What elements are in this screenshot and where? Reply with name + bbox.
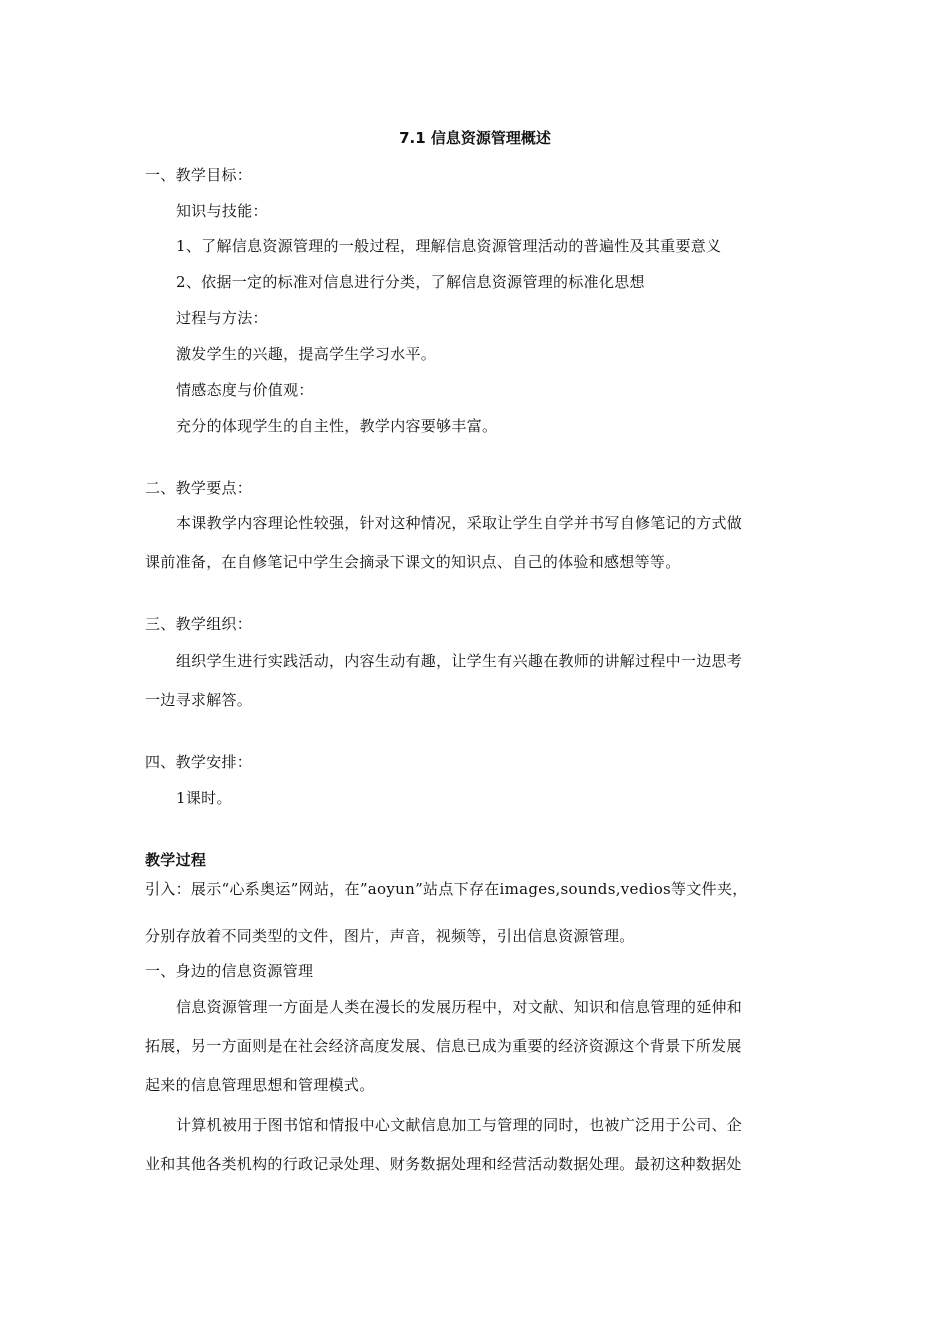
organization-line-1: 组织学生进行实践活动，内容生动有趣，让学生有兴趣在教师的讲解过程中一边思考 bbox=[176, 652, 743, 670]
section-1-heading: 一、身边的信息资源管理 bbox=[145, 962, 314, 980]
para-1-line-3: 起来的信息管理思想和管理模式。 bbox=[145, 1076, 375, 1094]
emotion-text: 充分的体现学生的自主性，教学内容要够丰富。 bbox=[176, 417, 498, 435]
keypoints-line-1: 本课教学内容理论性较强，针对这种情况，采取让学生自学并书写自修笔记的方式做 bbox=[176, 514, 743, 532]
knowledge-item-2: 2、依据一定的标准对信息进行分类，了解信息资源管理的标准化思想 bbox=[176, 273, 645, 291]
goals-heading: 一、教学目标： bbox=[145, 166, 253, 184]
organization-heading: 三、教学组织： bbox=[145, 615, 253, 633]
intro-line-2: 分别存放着不同类型的文件，图片，声音，视频等，引出信息资源管理。 bbox=[145, 927, 635, 945]
keypoints-line-2: 课前准备，在自修笔记中学生会摘录下课文的知识点、自己的体验和感想等等。 bbox=[145, 553, 681, 571]
process-title: 教学过程 bbox=[145, 851, 207, 869]
process-text: 激发学生的兴趣，提高学生学习水平。 bbox=[176, 345, 437, 363]
para-2-line-2: 业和其他各类机构的行政记录处理、财务数据处理和经营活动数据处理。最初这种数据处 bbox=[145, 1155, 742, 1173]
schedule-text: 1课时。 bbox=[176, 789, 232, 807]
emotion-heading: 情感态度与价值观： bbox=[176, 381, 314, 399]
para-1-line-2: 拓展，另一方面则是在社会经济高度发展、信息已成为重要的经济资源这个背景下所发展 bbox=[145, 1037, 742, 1055]
process-heading: 过程与方法： bbox=[176, 309, 268, 327]
keypoints-heading: 二、教学要点： bbox=[145, 479, 253, 497]
organization-line-2: 一边寻求解答。 bbox=[145, 691, 253, 709]
intro-line-1: 引入：展示“心系奥运”网站，在”aoyun”站点下存在images,sounds,vedios等文件夹， bbox=[145, 880, 748, 898]
knowledge-item-1: 1、了解信息资源管理的一般过程，理解信息资源管理活动的普遍性及其重要意义 bbox=[176, 237, 722, 255]
para-1-line-1: 信息资源管理一方面是人类在漫长的发展历程中，对文献、知识和信息管理的延伸和 bbox=[176, 998, 743, 1016]
schedule-heading: 四、教学安排： bbox=[145, 753, 253, 771]
knowledge-heading: 知识与技能： bbox=[176, 202, 268, 220]
document-title: 7.1 信息资源管理概述 bbox=[399, 129, 551, 147]
para-2-line-1: 计算机被用于图书馆和情报中心文献信息加工与管理的同时，也被广泛用于公司、企 bbox=[176, 1116, 743, 1134]
